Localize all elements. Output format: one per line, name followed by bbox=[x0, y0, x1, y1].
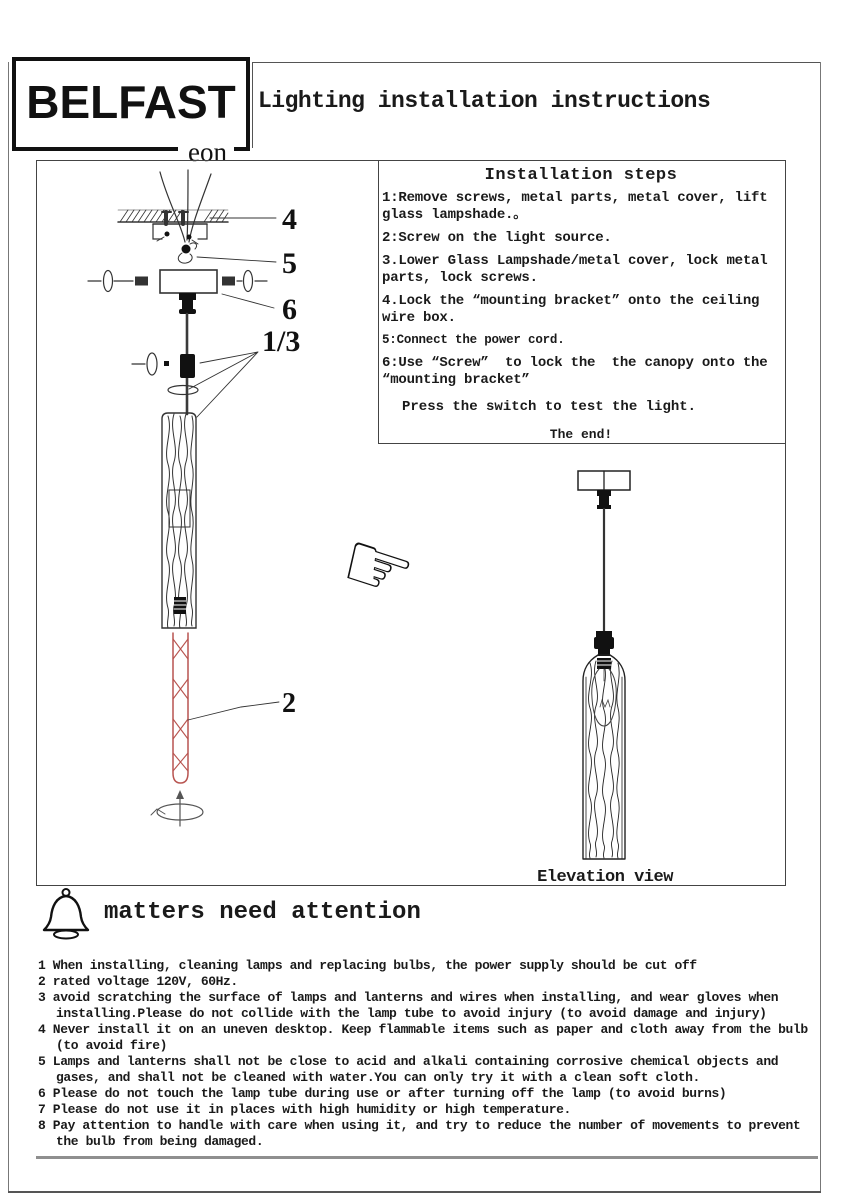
glass-lampshade-drawing bbox=[162, 413, 196, 628]
end-note: The end! bbox=[549, 427, 613, 442]
install-step-3: 3.Lower Glass Lampshade/metal cover, lock metal parts, lock screws. bbox=[382, 253, 776, 286]
notes-bottom-rule bbox=[36, 1156, 818, 1159]
attention-note-5: 5 Lamps and lanterns shall not be close to acid and alkali containing corrosive chemical objects and gases, and shall not be cleaned with water.You can only try it with a clean soft cloth. bbox=[38, 1054, 786, 1085]
steps-box-left-border bbox=[378, 160, 379, 443]
attention-note-7: 7 Please do not use it in places with high humidity or high temperature. bbox=[38, 1102, 571, 1117]
install-step-4: 4.Lock the “mounting bracket” onto the ceiling wire box. bbox=[382, 293, 768, 326]
rotation-arrow-drawing bbox=[151, 790, 203, 826]
attention-heading: matters need attention bbox=[104, 899, 421, 926]
ceiling-wires bbox=[160, 170, 211, 242]
part-label-4: 4 bbox=[282, 203, 297, 236]
page-bottom-border bbox=[8, 1191, 821, 1193]
leader-line-6 bbox=[222, 294, 274, 308]
test-light-note: Press the switch to test the light. bbox=[402, 399, 697, 415]
elevation-canopy bbox=[578, 471, 630, 509]
elevation-caption: Elevation view bbox=[537, 868, 673, 887]
attention-notes-list bbox=[38, 958, 820, 1150]
installation-steps-box bbox=[382, 164, 780, 442]
install-step-6: 6:Use “Screw” to lock the the canopy onto the “mounting bracket” bbox=[382, 355, 776, 388]
attention-note-6: 6 Please do not touch the lamp tube during use or after turning off the lamp (to avoid burns) bbox=[38, 1086, 727, 1101]
brand-logo-box bbox=[12, 57, 250, 167]
brand-name: BELFAST bbox=[26, 76, 236, 128]
steps-box-bottom-border bbox=[378, 443, 785, 444]
install-step-5: 5:Connect the power cord. bbox=[382, 333, 565, 347]
elevation-bulb bbox=[592, 658, 616, 726]
leader-line-2 bbox=[188, 702, 279, 720]
page-title: Lighting installation instructions bbox=[258, 88, 711, 114]
wire-connector-drawing bbox=[178, 243, 196, 263]
attention-note-8: 8 Pay attention to handle with care when using it, and try to reduce the number of movements to prevent the bulb from being damaged. bbox=[38, 1118, 808, 1149]
part-label-2: 2 bbox=[282, 688, 296, 719]
bell-icon bbox=[36, 886, 96, 942]
install-step-1: 1:Remove screws, metal parts, metal cover, lift glass lampshade.。 bbox=[382, 190, 776, 223]
install-step-2: 2:Screw on the light source. bbox=[382, 230, 612, 246]
leader-line-5 bbox=[197, 257, 276, 262]
part-label-1-3: 1/3 bbox=[262, 325, 301, 358]
bulb-tube-drawing bbox=[173, 633, 188, 783]
attention-note-3: 3 avoid scratching the surface of lamps and lanterns and wires when installing, and wear gloves when installing.Please do not collide with the lamp tube to avoid injury (to avoid damage and injury) bbox=[38, 990, 786, 1021]
exploded-view-diagram bbox=[36, 160, 378, 884]
header-top-rule bbox=[252, 62, 820, 63]
elevation-socket bbox=[594, 631, 614, 656]
page-left-border bbox=[8, 62, 9, 1193]
attention-note-4: 4 Never install it on an uneven desktop. Keep flammable items such as paper and cloth away from the bulb (to avoid fire) bbox=[38, 1022, 816, 1053]
leader-lines-1-3 bbox=[189, 352, 258, 417]
canopy-drawing bbox=[88, 270, 267, 314]
brand-subname: eon bbox=[178, 139, 234, 165]
part-label-6: 6 bbox=[282, 293, 297, 326]
header-separator-line bbox=[252, 62, 253, 148]
attention-note-1: 1 When installing, cleaning lamps and replacing bulbs, the power supply should be cut off bbox=[38, 958, 697, 973]
pointing-hand-icon: ☞ bbox=[329, 512, 427, 623]
elevation-shade bbox=[583, 655, 625, 859]
ceiling-hatch bbox=[118, 210, 228, 222]
page-right-border bbox=[820, 62, 821, 1193]
installation-steps-title: Installation steps bbox=[484, 166, 678, 185]
attention-note-2: 2 rated voltage 120V, 60Hz. bbox=[38, 974, 238, 989]
part-label-5: 5 bbox=[282, 247, 297, 280]
elevation-view-diagram bbox=[520, 455, 750, 875]
